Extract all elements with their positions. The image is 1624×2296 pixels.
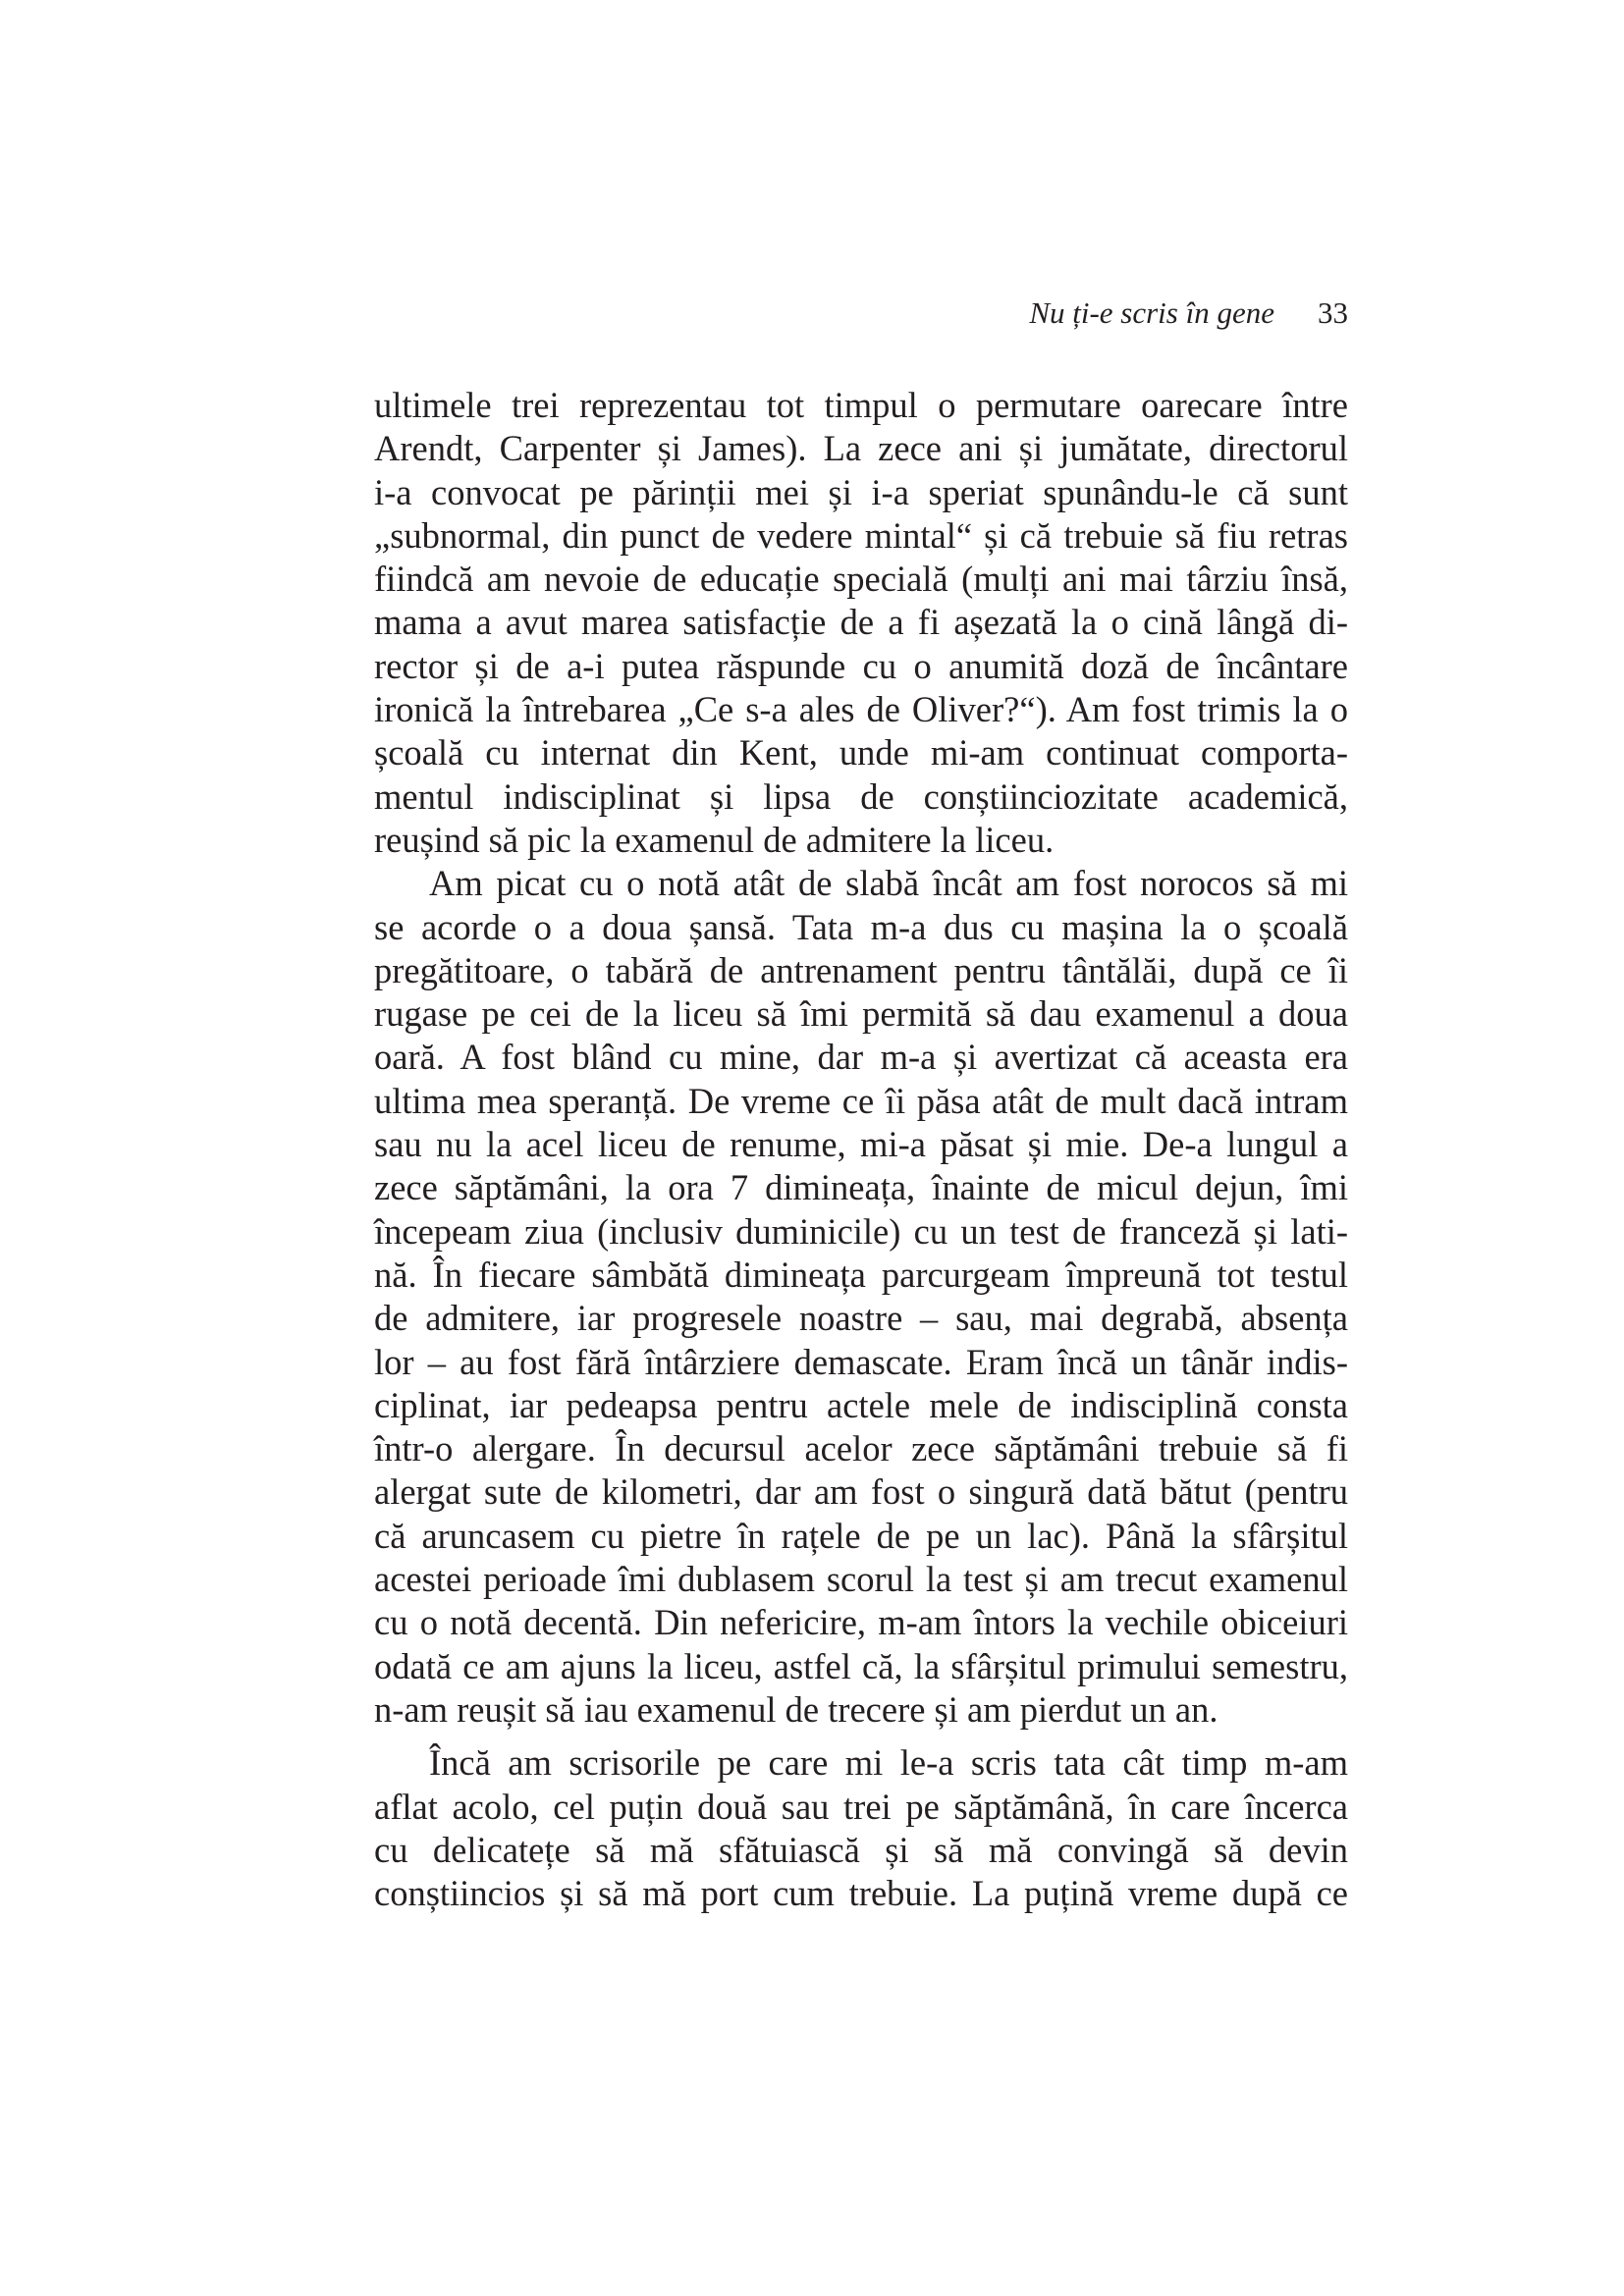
text-line: „subnormal, din punct de vedere mintal“ și că trebuie să fiu retras	[374, 514, 1348, 556]
text-line: de admitere, iar progresele noastre – sau, mai degrabă, absența	[374, 1298, 1348, 1339]
paragraph-1	[374, 384, 1348, 862]
text-line: ultimele trei reprezentau tot timpul o permutare oarecare între	[374, 385, 1348, 425]
text-line: odată ce am ajuns la liceu, astfel că, la sfârșitul primului semestru,	[374, 1645, 1348, 1686]
text-line: i-a convocat pe părinții mei și i-a speriat spunându-le că sunt	[374, 471, 1348, 512]
text-line: nă. În fiecare sâmbătă dimineața parcurgeam împreună tot testul	[374, 1254, 1348, 1295]
text-line: lor – au fost fără întârziere demascate. Eram încă un tânăr indis-	[374, 1341, 1348, 1382]
text-line: zece săptămâni, la ora 7 dimineața, înainte de micul dejun, îmi	[374, 1167, 1348, 1208]
text-line: alergat sute de kilometri, dar am fost o singură dată bătut (pentru	[374, 1471, 1348, 1513]
body-text	[374, 384, 1348, 1915]
text-line: rugase pe cei de la liceu să îmi permită să dau examenul a doua	[374, 993, 1348, 1035]
paragraph-3	[374, 1741, 1348, 1915]
text-line: oară. A fost blând cu mine, dar m-a și avertizat că aceasta era	[374, 1037, 1348, 1078]
text-line: începeam ziua (inclusiv duminicile) cu un test de franceză și lati-	[374, 1210, 1348, 1252]
text-line: sau nu la acel liceu de renume, mi-a păsat și mie. De-a lungul a	[374, 1124, 1348, 1165]
running-head	[563, 292, 1348, 335]
text-line: Am picat cu o notă atât de slabă încât am fost norocos să mi	[429, 863, 1348, 904]
text-line: cu o notă decentă. Din nefericire, m-am întors la vechile obiceiuri	[374, 1602, 1348, 1643]
text-line: ironică la întrebarea „Ce s-a ales de Oliver?“). Am fost trimis la o	[374, 689, 1348, 730]
text-line: pregătitoare, o tabără de antrenament pentru tântălăi, după ce îi	[374, 949, 1348, 990]
running-title: Nu ți-e scris în gene	[1029, 295, 1274, 330]
text-line: cu delicatețe să mă sfătuiască și să mă convingă să devin	[374, 1829, 1348, 1870]
text-line: mama a avut marea satisfacție de a fi așezată la o cină lângă di-	[374, 602, 1348, 643]
text-line: fiindcă am nevoie de educație specială (mulți ani mai târziu însă,	[374, 559, 1348, 600]
text-line: reușind să pic la examenul de admitere la liceu.	[374, 819, 1055, 860]
text-line: conștiincios și să mă port cum trebuie. La puțină vreme după ce	[374, 1873, 1348, 1914]
text-line: acestei perioade îmi dublasem scorul la test și am trecut examenul	[374, 1559, 1348, 1600]
paragraph-2	[374, 862, 1348, 1732]
text-line: școală cu internat din Kent, unde mi-am continuat comporta-	[374, 732, 1348, 774]
text-line: aflat acolo, cel puțin două sau trei pe săptămână, în care încerca	[374, 1786, 1348, 1827]
text-line: că aruncasem cu pietre în rațele de pe un lac). Până la sfârșitul	[374, 1515, 1348, 1556]
text-line: Arendt, Carpenter și James). La zece ani și jumătate, directorul	[374, 428, 1348, 469]
text-line: ultima mea speranță. De vreme ce îi păsa atât de mult dacă intram	[374, 1080, 1348, 1121]
text-line: se acorde o a doua șansă. Tata m-a dus cu mașina la o școală	[374, 906, 1348, 947]
text-line: într-o alergare. În decursul acelor zece săptămâni trebuie să fi	[374, 1428, 1348, 1469]
text-line: rector și de a-i putea răspunde cu o anumită doză de încântare	[374, 645, 1348, 686]
text-line: n-am reușit să iau examenul de trecere și am pierdut un an.	[374, 1688, 1218, 1730]
text-line: Încă am scrisorile pe care mi le-a scris tata cât timp m-am	[429, 1742, 1348, 1784]
text-line: mentul indisciplinat și lipsa de conștiinciozitate academică,	[374, 775, 1348, 817]
paragraph-spacer	[374, 1732, 1348, 1741]
text-line: ciplinat, iar pedeapsa pentru actele mele de indisciplină consta	[374, 1384, 1348, 1425]
page-number: 33	[1318, 295, 1348, 330]
